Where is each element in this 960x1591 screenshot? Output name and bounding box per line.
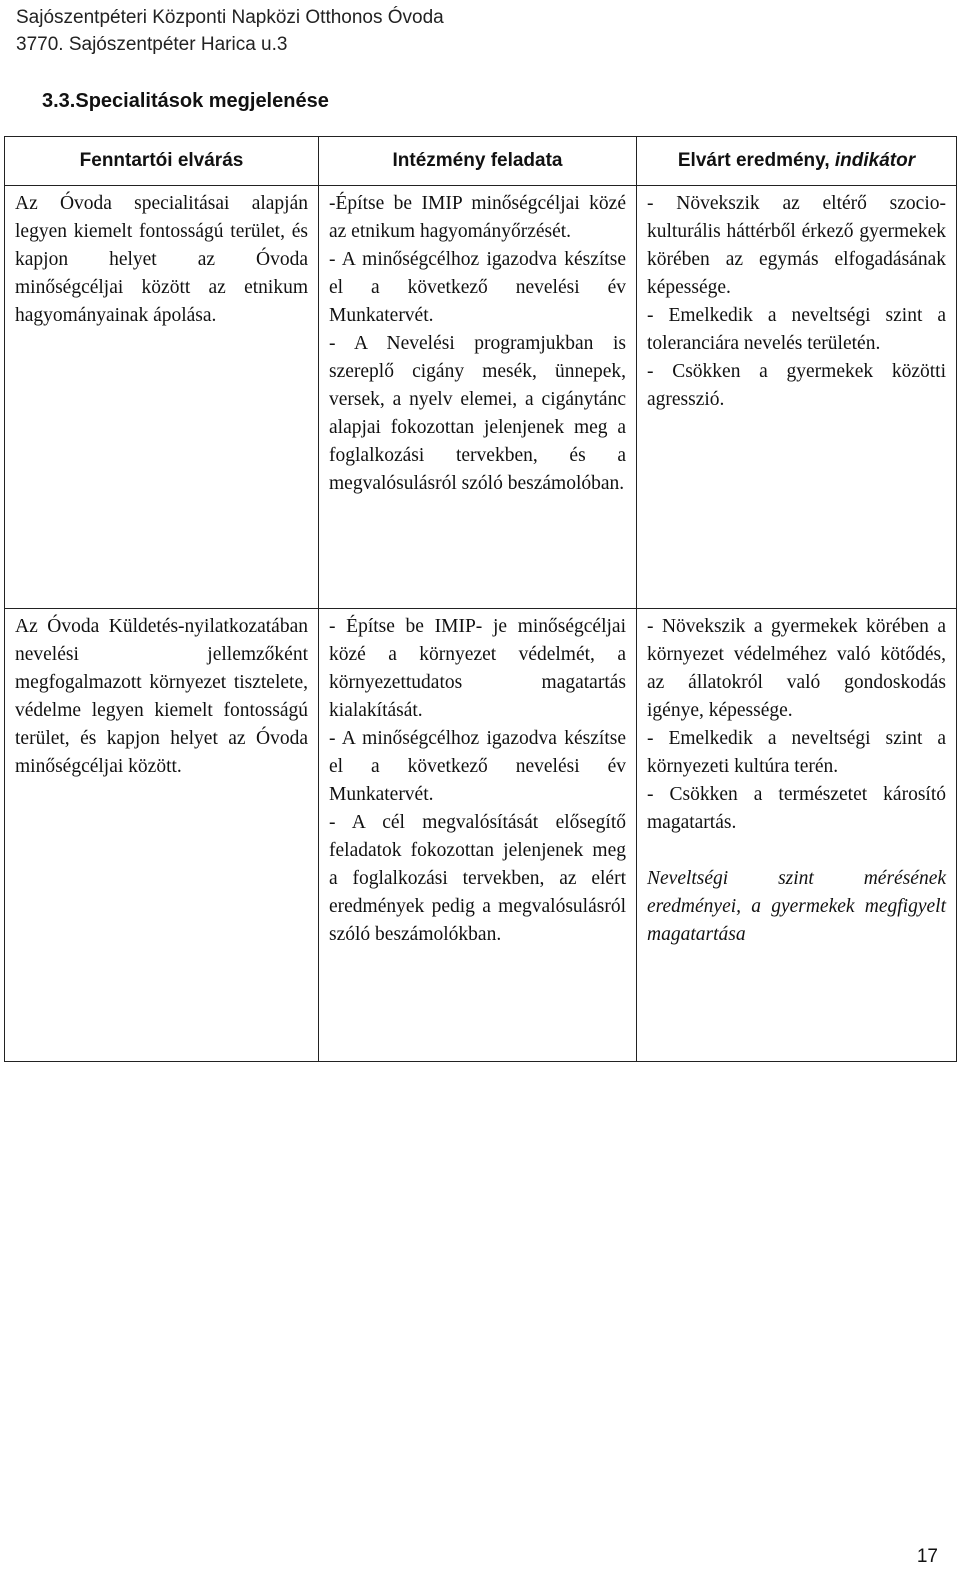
row1-expectation-cell bbox=[5, 186, 319, 609]
header-institution-task: Intézmény feladata bbox=[319, 137, 637, 186]
header-institution-name: Sajószentpéteri Központi Napközi Otthonos Óvoda bbox=[16, 7, 444, 28]
row2-task-item: - A cél megvalósítását elősegítő feladatok fokozottan jelenjenek meg a foglalkozási tervekben, az elért eredmények pedig a megvalósulásról szóló beszámolókban. bbox=[329, 812, 626, 945]
row1-result-item: - Csökken a gyermekek közötti agresszió. bbox=[647, 361, 946, 410]
row2-task-cell bbox=[319, 609, 637, 1062]
row1-task-item: - A minőségcélhoz igazodva készítse el a következő nevelési év Munkatervét. bbox=[329, 249, 626, 326]
table-header-row bbox=[5, 137, 957, 186]
row2-expectation-cell bbox=[5, 609, 319, 1062]
row1-task-item: -Építse be IMIP minőségcéljai közé az etnikum hagyományőrzését. bbox=[329, 193, 626, 242]
header-address: 3770. Sajószentpéter Harica u.3 bbox=[16, 34, 288, 55]
header-expected-result-italic: indikátor bbox=[834, 150, 916, 171]
row2-task-item: - Építse be IMIP- je minőségcéljai közé a környezet védelmét, a környezettudatos magatartás kialakítását. bbox=[329, 616, 626, 721]
header-expected-result bbox=[637, 137, 957, 186]
header-expected-result-plain: Elvárt eredmény, bbox=[677, 150, 835, 171]
row2-result-item: - Csökken a természetet károsító magatartás. bbox=[647, 784, 946, 833]
specialties-table bbox=[4, 136, 957, 1062]
row2-result-cell bbox=[637, 609, 957, 1062]
section-title: 3.3.Specialitások megjelenése bbox=[42, 90, 329, 112]
row2-expectation-text: Az Óvoda Küldetés-nyilatkozatában nevelési jellemzőként megfogalmazott környezet tisztelete, védelme legyen kiemelt fontosságú terület, és kapjon helyet az Óvoda minőségcéljai között. bbox=[15, 616, 308, 777]
row2-result-item: - Emelkedik a neveltségi szint a környezeti kultúra terén. bbox=[647, 728, 946, 777]
row1-task-item: - A Nevelési programjukban is szereplő cigány mesék, ünnepek, versek, a nyelv elemei, a cigánytánc alapjai fokozottan jelenjenek meg a foglalkozási tervekben, és a megvalósulásról szóló beszámolóban. bbox=[329, 333, 626, 494]
header-maintainer-expectation: Fenntartói elvárás bbox=[5, 137, 319, 186]
row1-result-item: - Emelkedik a neveltségi szint a toleranciára nevelés területén. bbox=[647, 305, 946, 354]
row2-result-item: - Növekszik a gyermekek körében a környezet védelméhez való kötődés, az állatokról való gondoskodás igénye, képessége. bbox=[647, 616, 946, 721]
page-number: 17 bbox=[916, 1546, 938, 1567]
row2-task-item: - A minőségcélhoz igazodva készítse el a következő nevelési év Munkatervét. bbox=[329, 728, 626, 805]
table-row bbox=[5, 609, 957, 1062]
table-row bbox=[5, 186, 957, 609]
row1-result-item: - Növekszik az eltérő szocio- kulturális háttérből érkező gyermekek körében az egymás elfogadásának képessége. bbox=[647, 193, 946, 298]
row1-expectation-text: Az Óvoda specialitásai alapján legyen kiemelt fontosságú terület, és kapjon helyet az Óvoda minőségcéljai között az etnikum hagyományainak ápolása. bbox=[15, 193, 308, 326]
row2-indicator-text: Neveltségi szint mérésének eredményei, a gyermekek megfigyelt magatartása bbox=[647, 868, 946, 945]
row1-result-cell bbox=[637, 186, 957, 609]
row1-task-cell bbox=[319, 186, 637, 609]
